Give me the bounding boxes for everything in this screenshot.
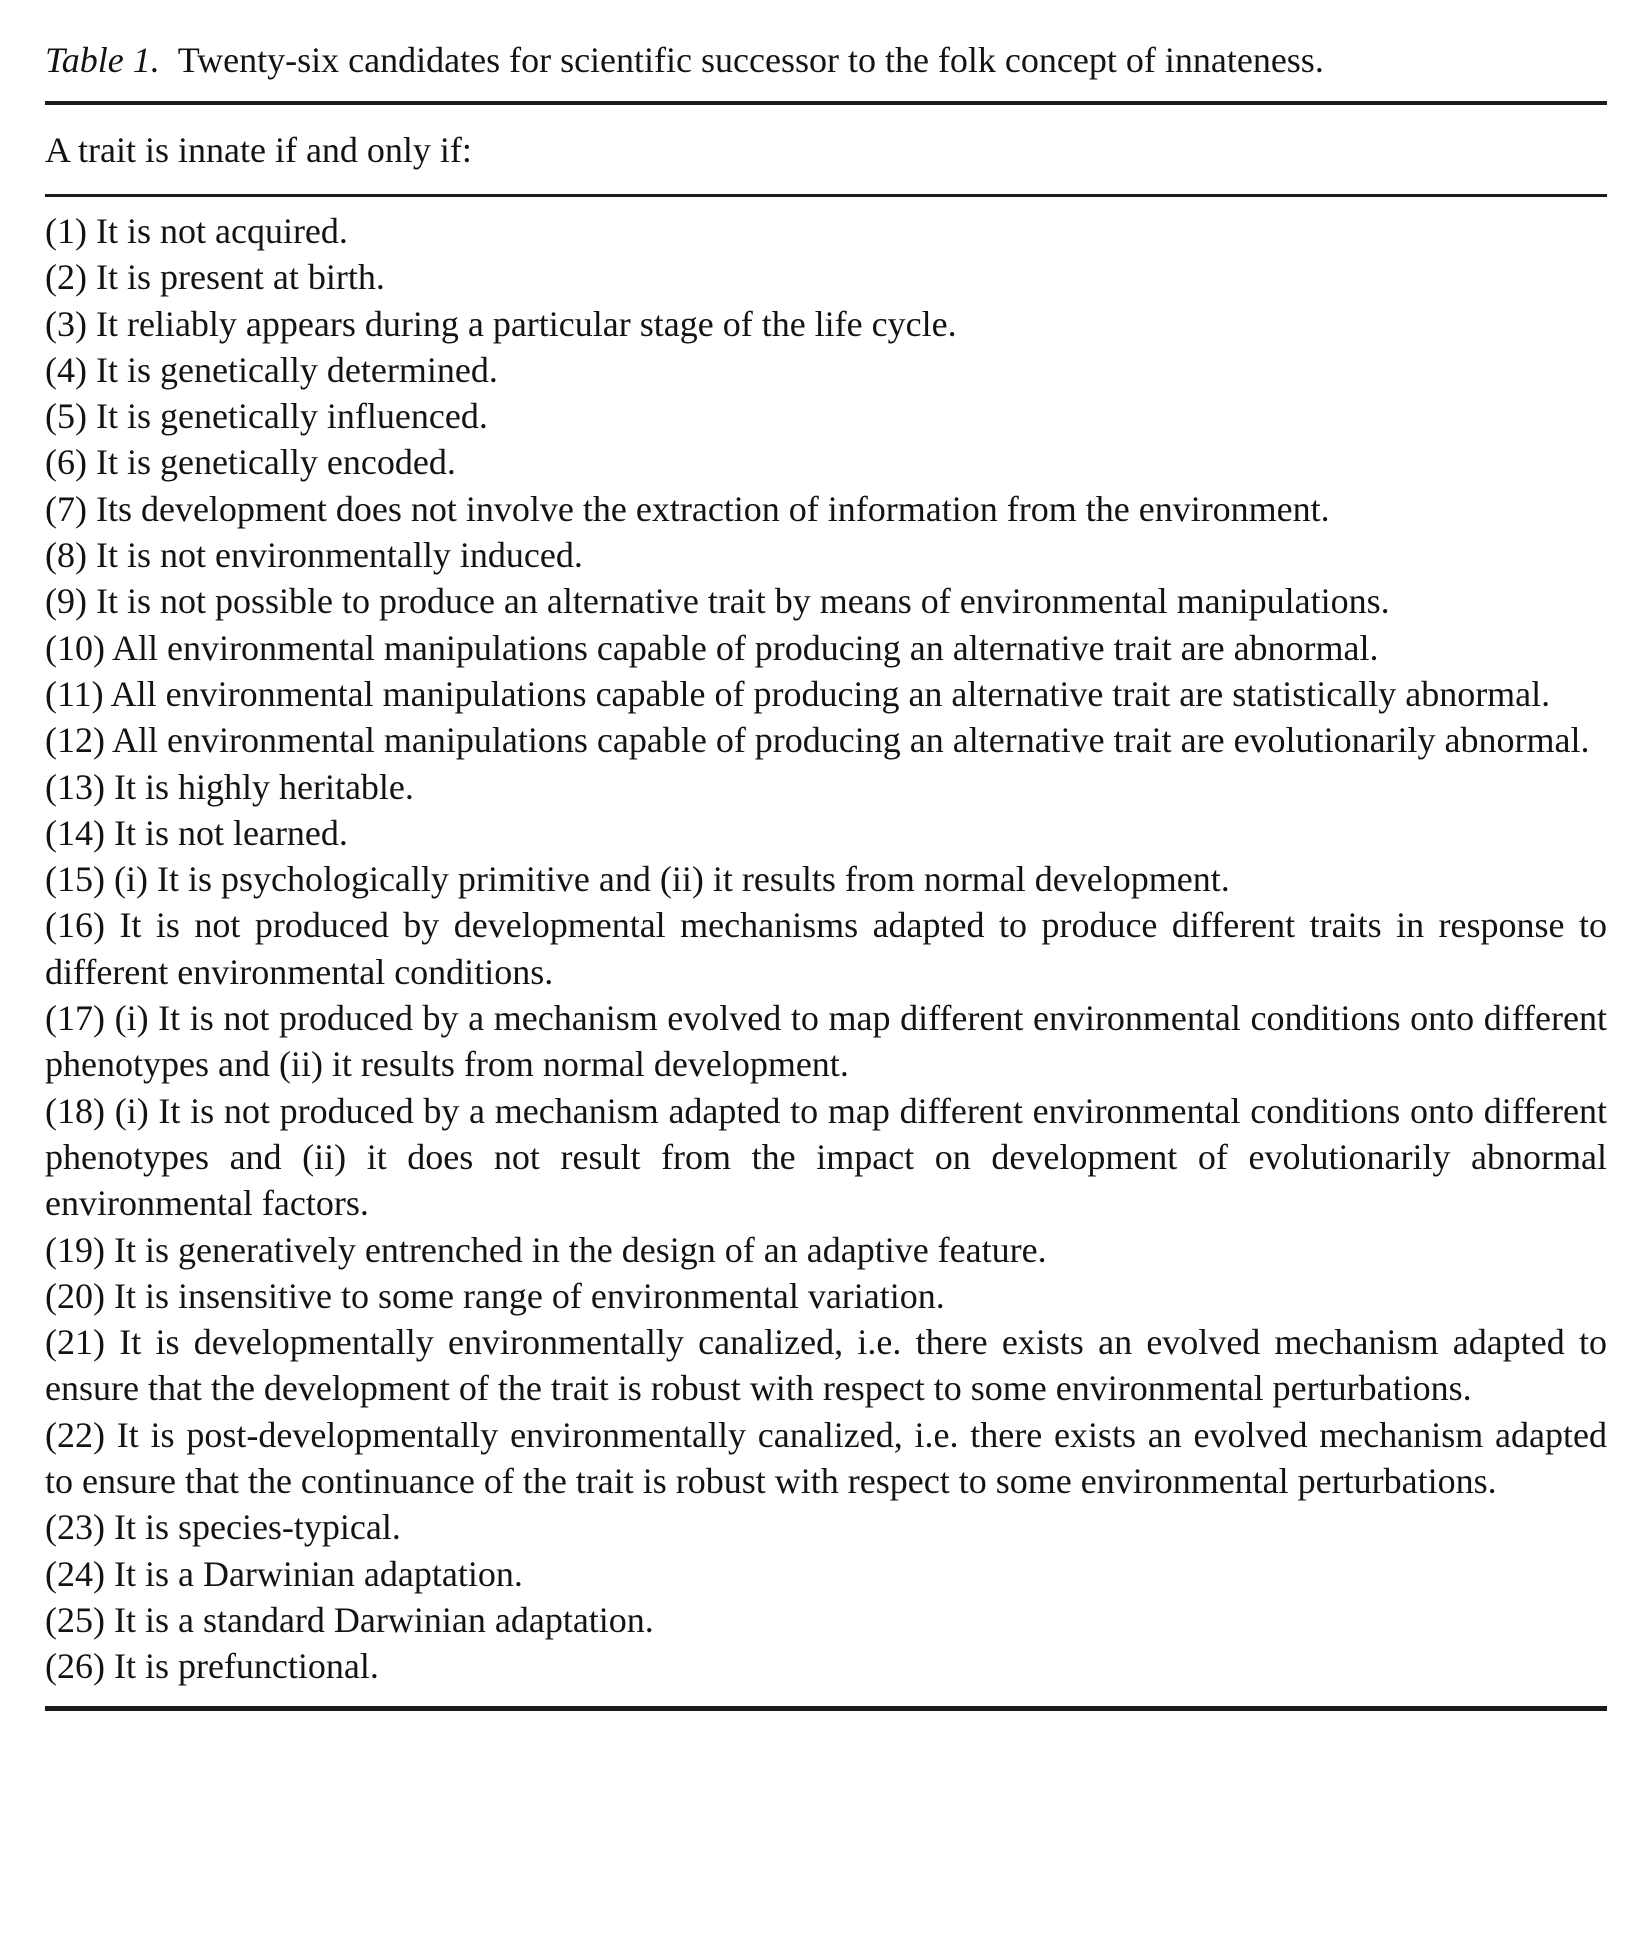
candidate-item-19: (19) It is generatively entrenched in the design of an adaptive feature. xyxy=(45,1229,1047,1270)
candidate-item-20: (20) It is insensitive to some range of environmental variation. xyxy=(45,1275,945,1316)
candidate-list xyxy=(45,208,1607,1690)
table-caption-label: Table 1. xyxy=(45,40,160,80)
candidate-item-7: (7) Its development does not involve the extraction of information from the environment. xyxy=(45,488,1330,529)
candidate-item-21: (21) It is developmentally environmentally canalized, i.e. there exists an evolved mechanism adapted to ensure that the development of the trait is robust with respect to some environmental perturbations. xyxy=(45,1322,1607,1409)
candidate-item-12: (12) All environmental manipulations capable of producing an alternative trait are evolutionarily abnormal. xyxy=(45,720,1590,761)
header-rule xyxy=(45,194,1607,197)
candidate-item-14: (14) It is not learned. xyxy=(45,812,348,853)
candidate-item-26: (26) It is prefunctional. xyxy=(45,1646,379,1687)
top-rule xyxy=(45,101,1607,105)
candidate-item-13: (13) It is highly heritable. xyxy=(45,766,414,807)
candidate-item-6: (6) It is genetically encoded. xyxy=(45,442,456,483)
candidate-item-16: (16) It is not produced by developmental mechanisms adapted to produce different traits in response to different environmental conditions. xyxy=(45,905,1607,992)
candidate-item-1: (1) It is not acquired. xyxy=(45,211,348,251)
candidate-item-10: (10) All environmental manipulations capable of producing an alternative trait are abnormal. xyxy=(45,627,1379,668)
candidate-item-11: (11) All environmental manipulations capable of producing an alternative trait are statistically abnormal. xyxy=(45,673,1551,714)
candidate-item-3: (3) It reliably appears during a particular stage of the life cycle. xyxy=(45,303,957,344)
candidate-item-22: (22) It is post-developmentally environmentally canalized, i.e. there exists an evolved mechanism adapted to ensure that the continuance of the trait is robust with respect to some environmental perturbations. xyxy=(45,1414,1607,1502)
candidate-item-8: (8) It is not environmentally induced. xyxy=(45,535,583,576)
candidate-item-5: (5) It is genetically influenced. xyxy=(45,396,488,437)
table-caption xyxy=(45,36,1607,85)
candidate-item-24: (24) It is a Darwinian adaptation. xyxy=(45,1553,523,1594)
candidate-item-18: (18) (i) It is not produced by a mechanism adapted to map different environmental conditions onto different phenotypes and (ii) it does not result from the impact on development of evolutionarily abnormal environmental factors. xyxy=(45,1090,1607,1224)
candidate-item-25: (25) It is a standard Darwinian adaptation. xyxy=(45,1599,654,1640)
candidate-item-4: (4) It is genetically determined. xyxy=(45,349,498,390)
table-stub-header: A trait is innate if and only if: xyxy=(45,130,472,170)
candidate-item-15: (15) (i) It is psychologically primitive and (ii) it results from normal development. xyxy=(45,859,1230,900)
bottom-rule xyxy=(45,1706,1607,1711)
candidate-item-9: (9) It is not possible to produce an alternative trait by means of environmental manipulations. xyxy=(45,581,1390,622)
candidate-item-2: (2) It is present at birth. xyxy=(45,257,385,298)
candidate-item-23: (23) It is species-typical. xyxy=(45,1507,401,1548)
candidate-item-17: (17) (i) It is not produced by a mechanism evolved to map different environmental conditions onto different phenotypes and (ii) it results from normal development. xyxy=(45,998,1607,1085)
table-caption-text: Twenty-six candidates for scientific successor to the folk concept of innateness. xyxy=(177,40,1324,80)
